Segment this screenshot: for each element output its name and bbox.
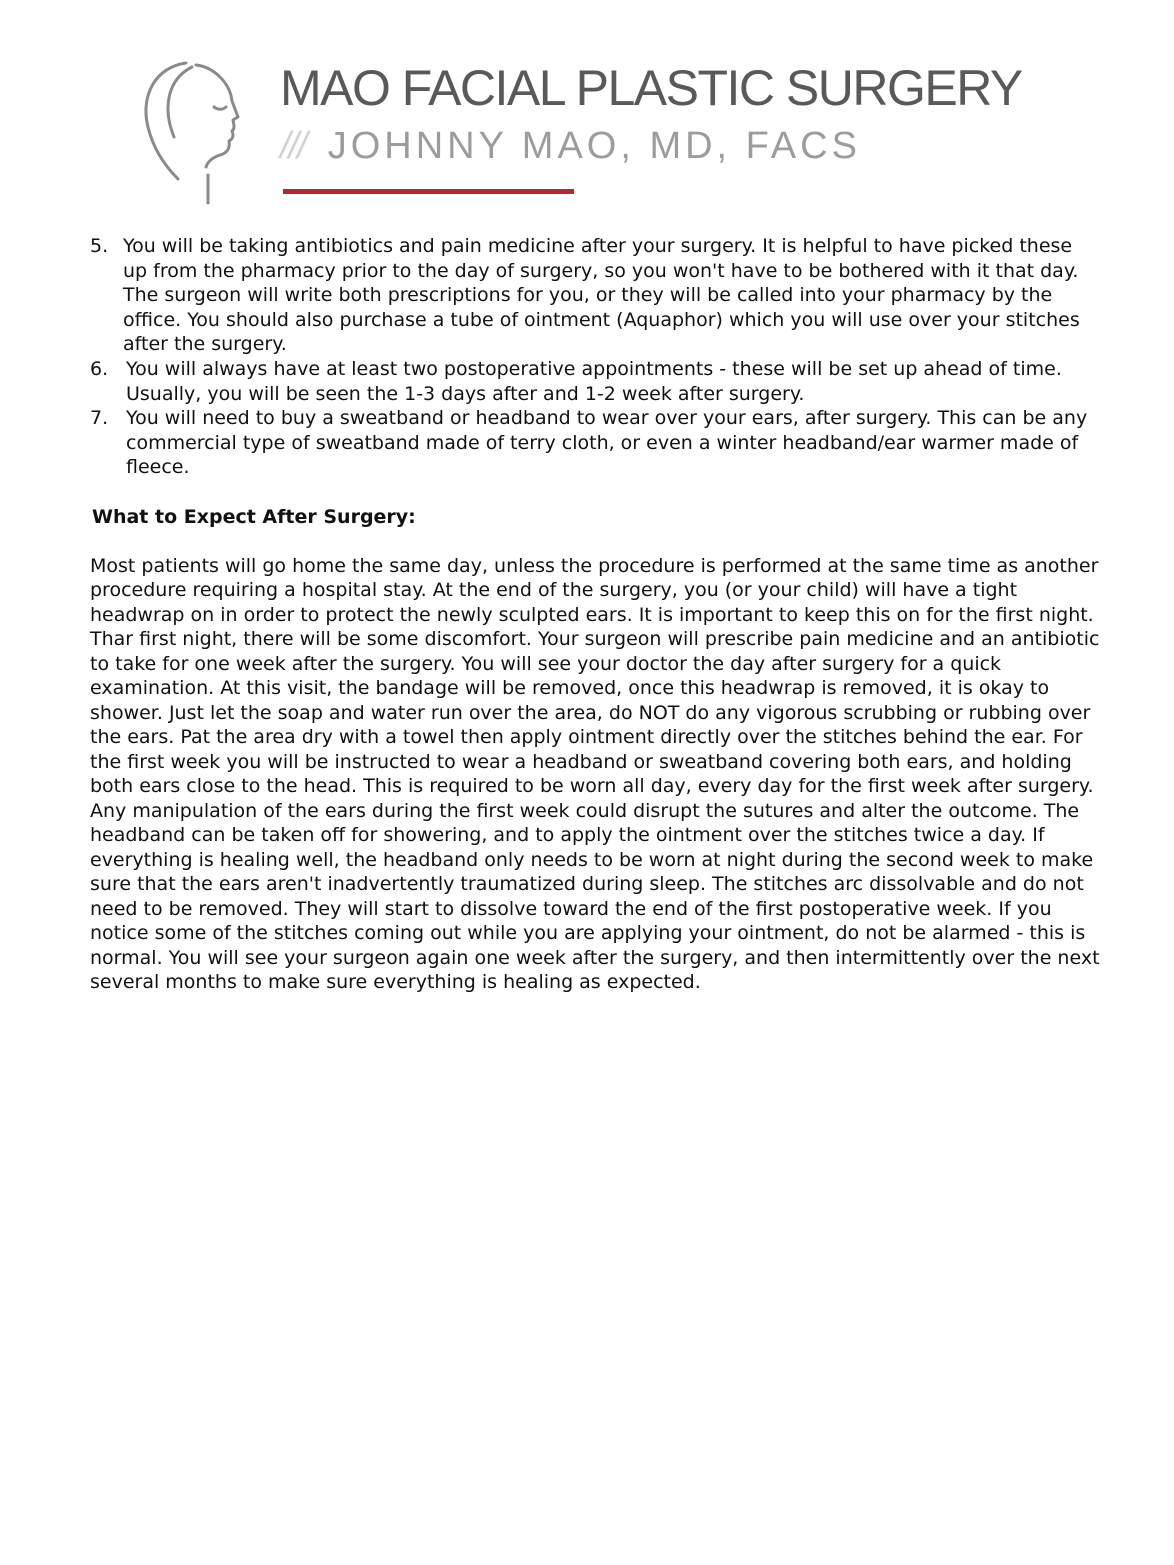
document-body (90, 234, 1100, 995)
list-item (90, 406, 1100, 480)
list-item-number: 7. (90, 407, 109, 430)
instructions-list (90, 234, 1100, 480)
list-item-text: You will need to buy a sweatband or headband to wear over your ears, after surgery. This can be any commercial type of sweatband made of terry cloth, or even a winter headband/ear warmer made of fleece. (126, 407, 1088, 479)
list-item (90, 357, 1100, 406)
list-item-number: 5. (90, 235, 109, 257)
list-item-text: You will always have at least two postoperative appointments - these will be set up ahead of time. Usually, you will be seen the 1-3 days after and 1-2 week after surgery. (126, 357, 1062, 405)
section-heading: What to Expect After Surgery: (92, 505, 416, 528)
brand-subtitle: JOHNNY MAO, MD, FACS (327, 125, 861, 167)
list-item-text: You will be taking antibiotics and pain medicine after your surgery. It is helpful to have picked these up from the pharmacy prior to the day of surgery, so you won't have to be bothered with it that day. The surgeon will write both prescriptions for you, or they will be called into your pharmacy by the office. You should also purchase a tube of ointment (Aquaphor) which you will use over your stitches after the surgery. (123, 235, 1080, 356)
face-profile-icon (134, 57, 254, 207)
brand-title: MAO FACIAL PLASTIC SURGERY (280, 60, 1022, 116)
letterhead (130, 55, 1030, 210)
list-item-number: 6. (90, 357, 109, 380)
brand-slashes: /// (280, 125, 306, 167)
brand-subtitle-line (280, 127, 861, 165)
list-item (90, 234, 1100, 357)
section-paragraph: Most patients will go home the same day, unless the procedure is performed at the same time as another procedure requiring a hospital stay. At the end of the surgery, you (or your child) will have a tight headwrap on in order to protect the newly sculpted ears. It is important to keep this on for the first night. Thar first night, there will be some discomfort. Your surgeon will prescribe pain medicine and an antibiotic to take for one week after the surgery. You will see your doctor the day after surgery for a quick examination. At this visit, the bandage will be removed, once this headwrap is removed, it is okay to shower. Just let the soap and water run over the area, do NOT do any vigorous scrubbing or rubbing over the ears. Pat the area dry with a towel then apply ointment directly over the stitches behind the ear. For the first week you will be instructed to wear a headband or sweatband covering both ears, and holding both ears close to the head. This is required to be worn all day, every day for the first week after surgery. Any manipulation of the ears during the first week could disrupt the sutures and alter the outcome. The headband can be taken off for showering, and to apply the ointment over the stitches twice a day. If everything is healing well, the headband only needs to be worn at night during the second week to make sure that the ears aren't inadvertently traumatized during sleep. The stitches arc dissolvable and do not need to be removed. They will start to dissolve toward the end of the first postoperative week. If you notice some of the stitches coming out while you are applying your ointment, do not be alarmed - this is normal. You will see your surgeon again one week after the surgery, and then intermittently over the next several months to make sure everything is healing as expected. (90, 554, 1100, 994)
brand-accent-rule (283, 189, 574, 194)
